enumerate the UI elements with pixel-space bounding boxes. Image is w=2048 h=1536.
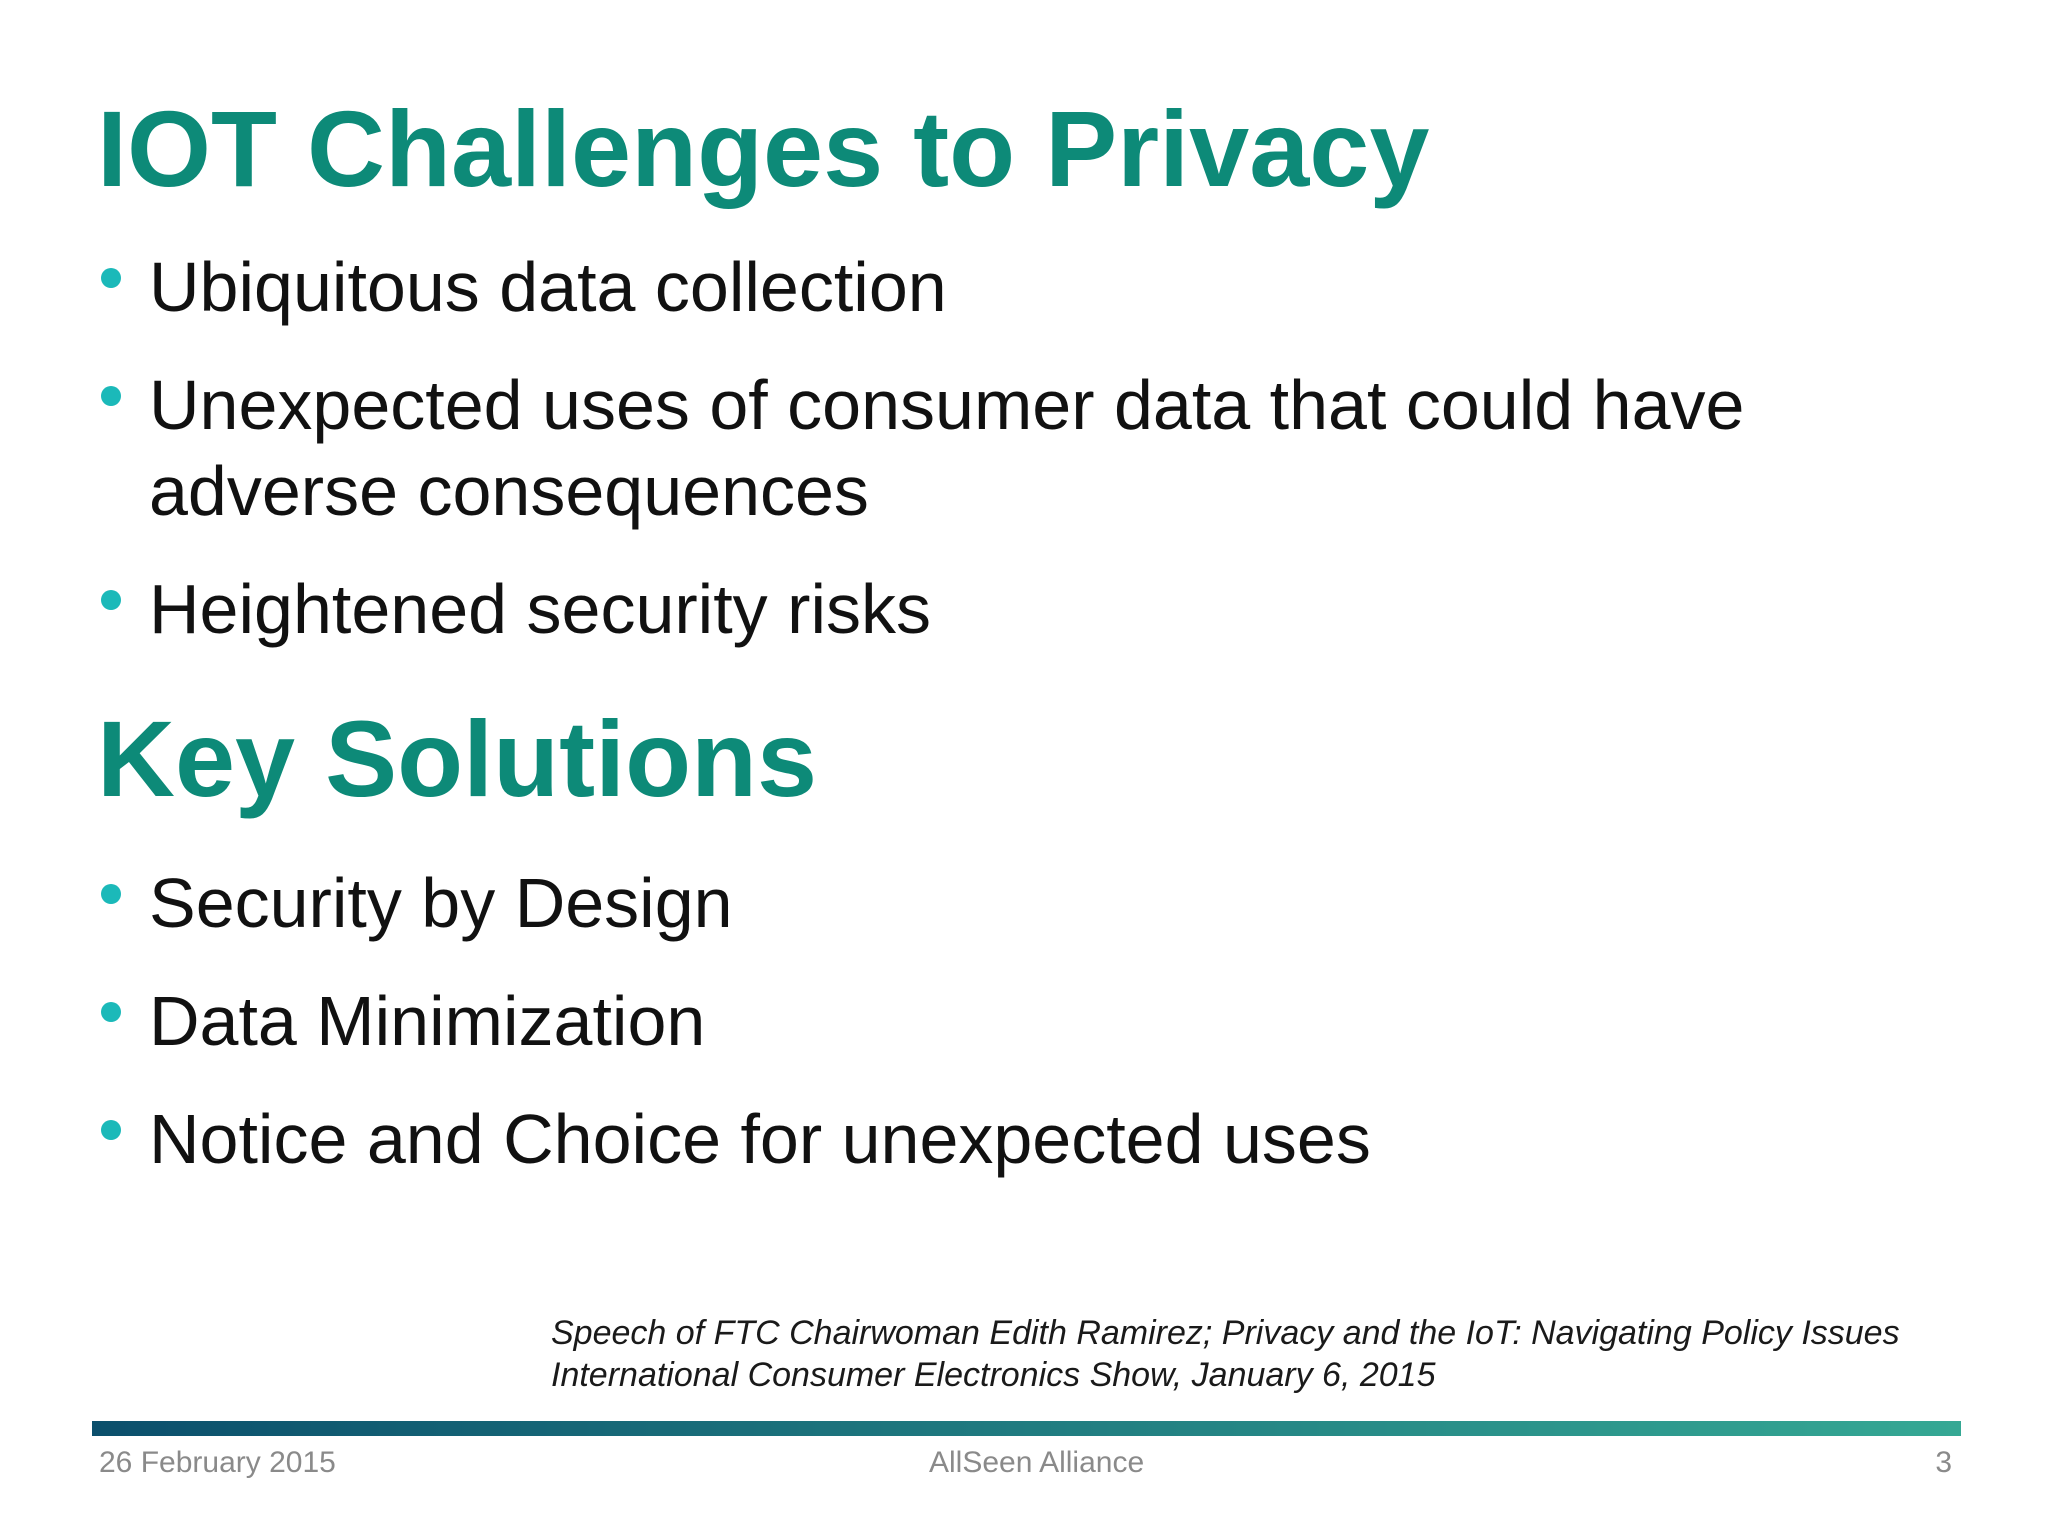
bullet-text: Ubiquitous data collection	[149, 248, 947, 326]
list-item	[97, 362, 1809, 534]
bullet-dot-icon	[101, 386, 121, 406]
bullet-text: Unexpected uses of consumer data that could have adverse consequences	[149, 366, 1745, 530]
challenges-heading: IOT Challenges to Privacy	[97, 88, 1430, 209]
list-item	[97, 566, 1977, 652]
challenges-list	[97, 244, 1977, 684]
bullet-text: Security by Design	[149, 864, 733, 942]
page-number: 3	[1935, 1446, 1952, 1479]
citation	[551, 1312, 2031, 1396]
solutions-list	[97, 860, 1977, 1214]
footer-date: 26 February 2015	[99, 1446, 336, 1479]
bullet-text: Data Minimization	[149, 982, 706, 1060]
citation-line-2: International Consumer Electronics Show, January 6, 2015	[551, 1356, 1436, 1394]
footer-divider	[92, 1421, 1961, 1436]
bullet-dot-icon	[101, 268, 121, 288]
bullet-text: Notice and Choice for unexpected uses	[149, 1100, 1371, 1178]
bullet-text: Heightened security risks	[149, 570, 931, 648]
list-item	[97, 978, 1977, 1064]
list-item	[97, 244, 1977, 330]
list-item	[97, 860, 1977, 946]
footer-organization: AllSeen Alliance	[929, 1446, 1145, 1479]
solutions-heading: Key Solutions	[97, 698, 818, 819]
citation-line-1: Speech of FTC Chairwoman Edith Ramirez; Privacy and the IoT: Navigating Policy Issues	[551, 1314, 1900, 1352]
bullet-dot-icon	[101, 1002, 121, 1022]
bullet-dot-icon	[101, 1120, 121, 1140]
bullet-dot-icon	[101, 590, 121, 610]
bullet-dot-icon	[101, 884, 121, 904]
list-item	[97, 1096, 1977, 1182]
